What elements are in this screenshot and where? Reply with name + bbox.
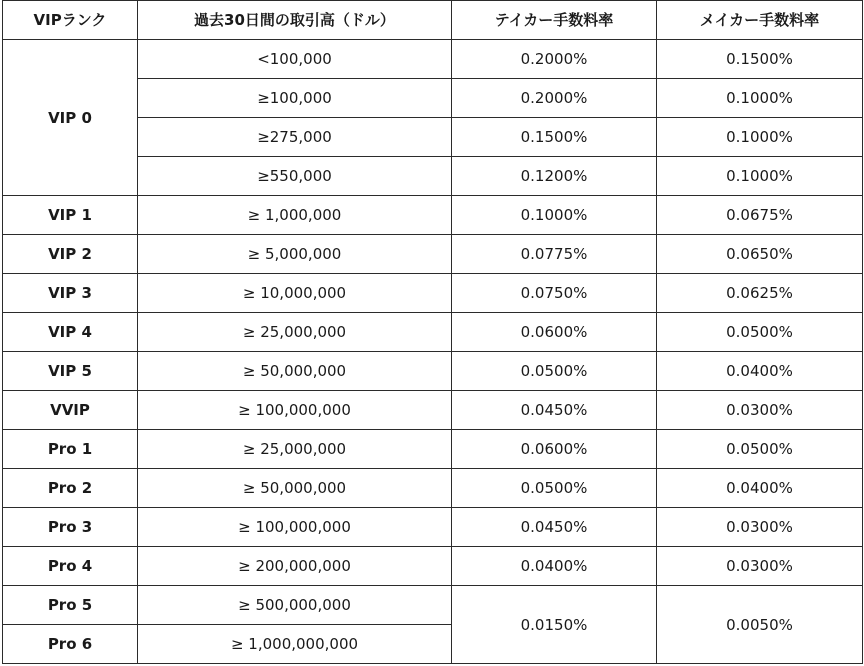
table-row bbox=[3, 469, 863, 508]
volume-cell: ≥ 1,000,000,000 bbox=[138, 625, 452, 664]
table-row bbox=[3, 508, 863, 547]
table-row bbox=[3, 586, 863, 625]
maker-fee-cell: 0.0500% bbox=[657, 313, 863, 352]
rank-cell: VIP 4 bbox=[3, 313, 138, 352]
table-row bbox=[3, 430, 863, 469]
volume-cell: ≥ 5,000,000 bbox=[138, 235, 452, 274]
rank-cell: Pro 2 bbox=[3, 469, 138, 508]
maker-fee-cell: 0.1000% bbox=[657, 79, 863, 118]
taker-fee-cell: 0.0450% bbox=[452, 391, 657, 430]
volume-cell: ≥ 100,000,000 bbox=[138, 508, 452, 547]
header-rank: VIPランク bbox=[3, 1, 138, 40]
maker-fee-cell: 0.0650% bbox=[657, 235, 863, 274]
taker-fee-cell: 0.0400% bbox=[452, 547, 657, 586]
taker-fee-cell: 0.0500% bbox=[452, 352, 657, 391]
volume-cell: ≥550,000 bbox=[138, 157, 452, 196]
volume-cell: ≥ 25,000,000 bbox=[138, 313, 452, 352]
rank-cell: Pro 3 bbox=[3, 508, 138, 547]
volume-cell: <100,000 bbox=[138, 40, 452, 79]
header-volume: 過去30日間の取引高（ドル） bbox=[138, 1, 452, 40]
maker-fee-cell: 0.0300% bbox=[657, 391, 863, 430]
volume-cell: ≥ 200,000,000 bbox=[138, 547, 452, 586]
taker-fee-cell: 0.0750% bbox=[452, 274, 657, 313]
volume-cell: ≥ 50,000,000 bbox=[138, 352, 452, 391]
rank-cell: VIP 2 bbox=[3, 235, 138, 274]
rank-cell: VIP 3 bbox=[3, 274, 138, 313]
table-row bbox=[3, 40, 863, 79]
maker-fee-cell: 0.1000% bbox=[657, 118, 863, 157]
taker-fee-cell: 0.0500% bbox=[452, 469, 657, 508]
header-maker-fee: メイカー手数料率 bbox=[657, 1, 863, 40]
taker-fee-cell: 0.0450% bbox=[452, 508, 657, 547]
maker-fee-cell: 0.1000% bbox=[657, 157, 863, 196]
rank-cell: VIP 5 bbox=[3, 352, 138, 391]
volume-cell: ≥ 1,000,000 bbox=[138, 196, 452, 235]
table-header-row bbox=[3, 1, 863, 40]
taker-fee-cell: 0.2000% bbox=[452, 40, 657, 79]
table-row bbox=[3, 352, 863, 391]
volume-cell: ≥ 10,000,000 bbox=[138, 274, 452, 313]
volume-cell: ≥ 25,000,000 bbox=[138, 430, 452, 469]
header-taker-fee: テイカー手数料率 bbox=[452, 1, 657, 40]
table-row bbox=[3, 547, 863, 586]
rank-cell: Pro 4 bbox=[3, 547, 138, 586]
maker-fee-cell: 0.0050% bbox=[657, 586, 863, 664]
maker-fee-cell: 0.0625% bbox=[657, 274, 863, 313]
maker-fee-cell: 0.0300% bbox=[657, 547, 863, 586]
taker-fee-cell: 0.0775% bbox=[452, 235, 657, 274]
rank-cell: VIP 1 bbox=[3, 196, 138, 235]
taker-fee-cell: 0.1000% bbox=[452, 196, 657, 235]
maker-fee-cell: 0.0500% bbox=[657, 430, 863, 469]
rank-cell: Pro 1 bbox=[3, 430, 138, 469]
volume-cell: ≥ 500,000,000 bbox=[138, 586, 452, 625]
rank-cell: VVIP bbox=[3, 391, 138, 430]
taker-fee-cell: 0.0150% bbox=[452, 586, 657, 664]
maker-fee-cell: 0.0400% bbox=[657, 352, 863, 391]
maker-fee-cell: 0.0400% bbox=[657, 469, 863, 508]
rank-cell: Pro 6 bbox=[3, 625, 138, 664]
table-row bbox=[3, 274, 863, 313]
volume-cell: ≥ 100,000,000 bbox=[138, 391, 452, 430]
table-row bbox=[3, 196, 863, 235]
table-row bbox=[3, 313, 863, 352]
maker-fee-cell: 0.0675% bbox=[657, 196, 863, 235]
table-row bbox=[3, 235, 863, 274]
taker-fee-cell: 0.2000% bbox=[452, 79, 657, 118]
taker-fee-cell: 0.0600% bbox=[452, 430, 657, 469]
taker-fee-cell: 0.1200% bbox=[452, 157, 657, 196]
fee-tier-table bbox=[2, 0, 863, 664]
maker-fee-cell: 0.1500% bbox=[657, 40, 863, 79]
volume-cell: ≥ 50,000,000 bbox=[138, 469, 452, 508]
rank-cell: VIP 0 bbox=[3, 40, 138, 196]
volume-cell: ≥100,000 bbox=[138, 79, 452, 118]
maker-fee-cell: 0.0300% bbox=[657, 508, 863, 547]
taker-fee-cell: 0.0600% bbox=[452, 313, 657, 352]
rank-cell: Pro 5 bbox=[3, 586, 138, 625]
taker-fee-cell: 0.1500% bbox=[452, 118, 657, 157]
volume-cell: ≥275,000 bbox=[138, 118, 452, 157]
table-row bbox=[3, 391, 863, 430]
